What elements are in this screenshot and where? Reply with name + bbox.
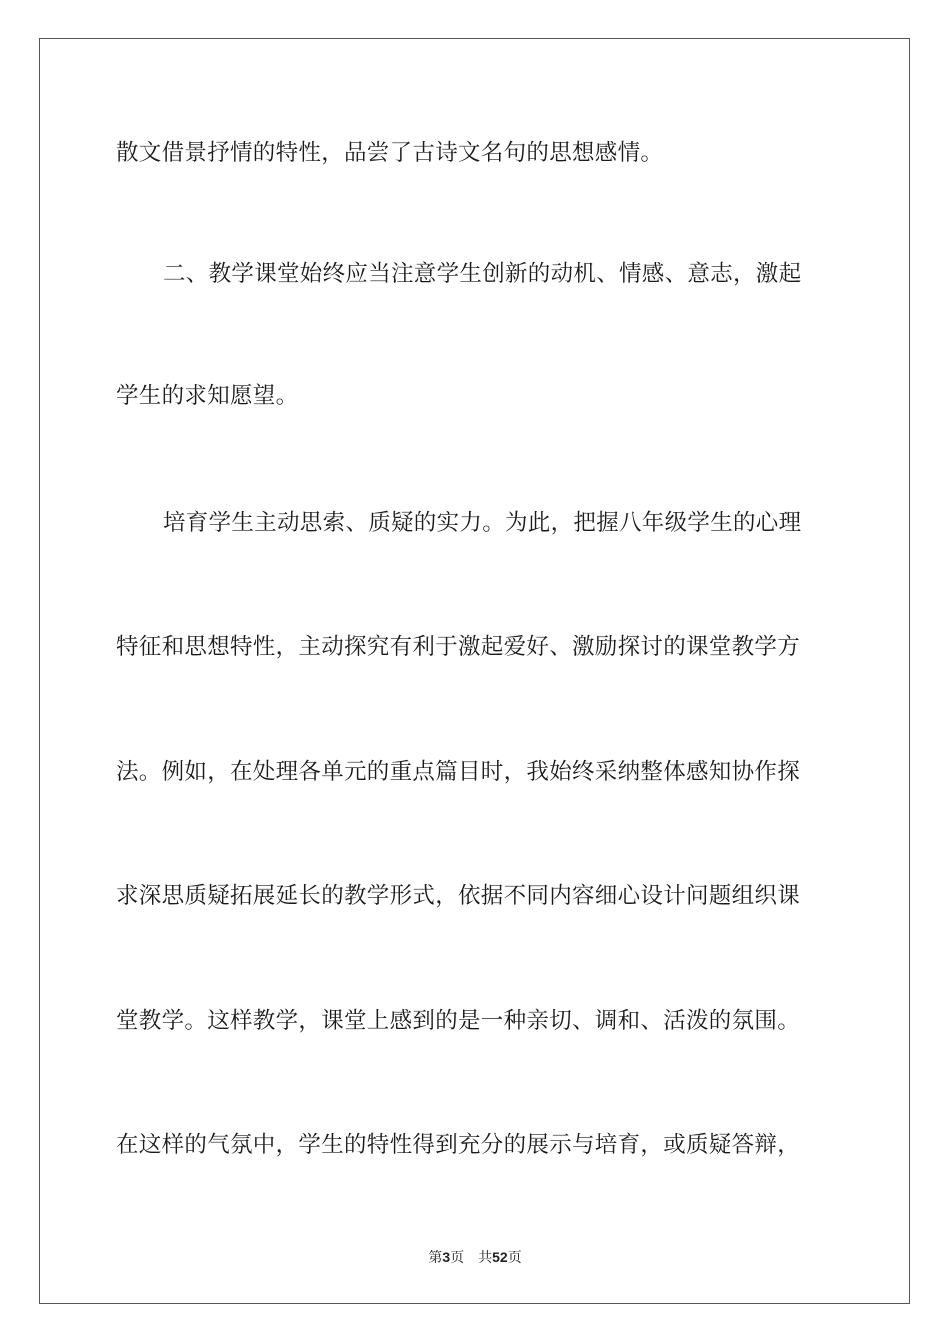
text-line-2: 二、教学课堂始终应当注意学生创新的动机、情感、意志，激起 <box>163 261 802 287</box>
page-number: 3 <box>442 1249 451 1265</box>
text-line-1: 散文借景抒情的特性，品尝了古诗文名句的思想感情。 <box>116 140 664 166</box>
text-line-9: 在这样的气氛中，学生的特性得到充分的展示与培育，或质疑答辩， <box>116 1132 801 1158</box>
page-suffix: 页 <box>450 1250 465 1266</box>
total-suffix: 页 <box>507 1250 522 1266</box>
text-line-8: 堂教学。这样教学，课堂上感到的是一种亲切、调和、活泼的氛围。 <box>116 1008 801 1034</box>
text-line-4: 培育学生主动思索、质疑的实力。为此，把握八年级学生的心理 <box>163 510 802 536</box>
text-line-5: 特征和思想特性，主动探究有利于激起爱好、激励探讨的课堂教学方 <box>116 634 801 660</box>
page-prefix: 第 <box>428 1250 443 1266</box>
page-footer <box>0 1247 950 1268</box>
page-border <box>39 38 910 1304</box>
text-line-7: 求深思质疑拓展延长的教学形式，依据不同内容细心设计问题组织课 <box>116 883 801 909</box>
total-prefix: 共 <box>478 1250 493 1266</box>
text-line-3: 学生的求知愿望。 <box>116 383 299 409</box>
text-line-6: 法。例如，在处理各单元的重点篇目时，我始终采纳整体感知协作探 <box>116 759 801 785</box>
total-pages: 52 <box>492 1249 508 1265</box>
